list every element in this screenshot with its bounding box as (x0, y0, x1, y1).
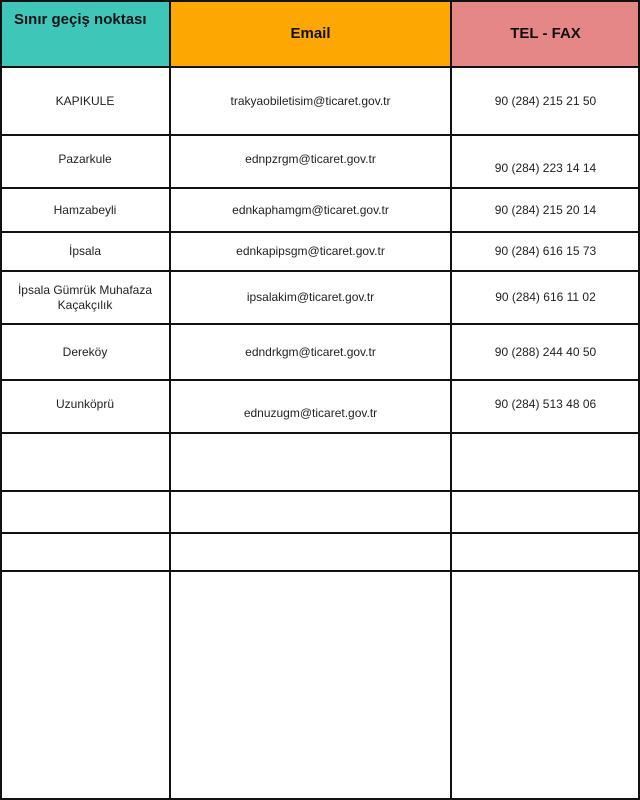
row-3-tel: 90 (284) 215 20 14 (494, 202, 597, 217)
row-divider (0, 323, 640, 325)
empty-row-4 (0, 571, 640, 800)
empty-row-3 (0, 533, 640, 571)
row-divider (0, 134, 640, 136)
row-6-tel: 90 (288) 244 40 50 (494, 344, 597, 359)
row-1-tel: 90 (284) 215 21 50 (494, 93, 597, 108)
row-3-point: Hamzabeyli (53, 202, 117, 217)
header-tel-fax: TEL - FAX (451, 0, 640, 67)
row-divider (0, 66, 640, 68)
row-5-email[interactable]: ipsalakim@ticaret.gov.tr (246, 290, 375, 304)
row-4-tel: 90 (284) 616 15 73 (494, 244, 597, 258)
row-2-tel: 90 (284) 223 14 14 (494, 161, 597, 175)
row-divider (0, 432, 640, 434)
column-divider (169, 0, 171, 800)
column-divider (450, 0, 452, 800)
row-divider (0, 570, 640, 572)
row-divider (0, 532, 640, 534)
row-5-tel: 90 (284) 616 11 02 (495, 290, 596, 304)
row-divider (0, 231, 640, 233)
row-3-email[interactable]: ednkaphamgm@ticaret.gov.tr (232, 202, 389, 217)
row-6-email[interactable]: edndrkgm@ticaret.gov.tr (245, 344, 376, 359)
row-1-email[interactable]: trakyaobiletisim@ticaret.gov.tr (230, 93, 391, 108)
row-7-point: Uzunköprü (55, 397, 115, 411)
row-divider (0, 490, 640, 492)
row-2-email[interactable]: ednpzrgm@ticaret.gov.tr (245, 152, 376, 166)
header-email: Email (170, 0, 451, 67)
row-6-point: Dereköy (62, 344, 108, 359)
table-border-top (0, 0, 640, 2)
empty-row-1 (0, 433, 640, 491)
row-1-point: KAPIKULE (55, 93, 115, 108)
row-divider (0, 379, 640, 381)
row-7-tel: 90 (284) 513 48 06 (494, 397, 597, 411)
row-2-point: Pazarkule (58, 152, 112, 166)
empty-row-2 (0, 491, 640, 533)
row-divider (0, 187, 640, 189)
row-4-point: İpsala (68, 244, 102, 258)
row-5-point: İpsala Gümrük Muhafaza Kaçakçılık (17, 282, 153, 312)
table-border-left (0, 0, 2, 800)
header-border-point: Sınır geçiş noktası (0, 0, 170, 67)
row-7-email[interactable]: ednuzugm@ticaret.gov.tr (243, 406, 378, 420)
row-divider (0, 270, 640, 272)
row-4-email[interactable]: ednkapipsgm@ticaret.gov.tr (236, 244, 385, 258)
